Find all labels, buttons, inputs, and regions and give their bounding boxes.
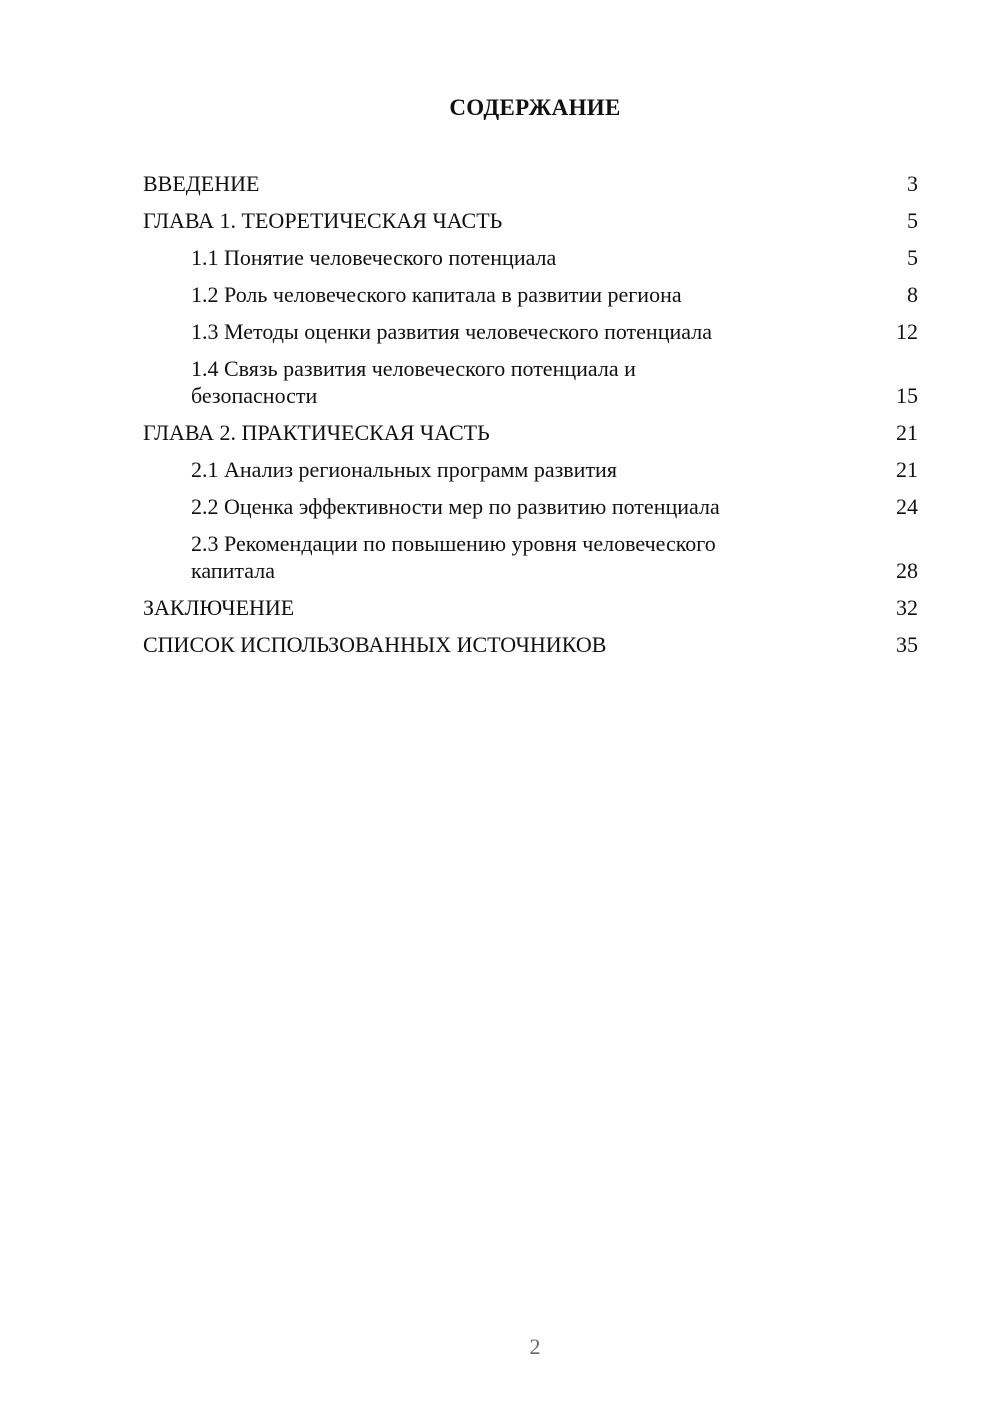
toc-entry-page: 5 [907,208,918,233]
toc-entry-section-2-1[interactable] [143,456,918,483]
toc-entry-section-1-1[interactable] [143,244,918,271]
toc-entry-chapter-1[interactable] [143,207,918,234]
toc-entry-label: 1.4 Связь развития человеческого потенциала и безопасности [191,356,636,408]
toc-entry-label: 2.3 Рекомендации по повышению уровня человеческого капитала [191,531,716,583]
toc-entry-label: ВВЕДЕНИЕ [143,171,260,196]
toc-entry-page: 35 [896,632,918,657]
toc-entry-page: 21 [896,457,918,482]
toc-entry-section-1-3[interactable] [143,318,918,345]
toc-entry-section-2-3[interactable] [143,530,918,584]
toc-entry-page: 5 [907,245,918,270]
toc-entry-introduction[interactable] [143,170,918,197]
toc-entry-label: 2.1 Анализ региональных программ развития [191,457,617,482]
toc-entry-label: ЗАКЛЮЧЕНИЕ [143,595,295,620]
toc-entry-label: 1.2 Роль человеческого капитала в развитии региона [191,282,682,307]
toc-entry-page: 15 [896,383,918,408]
toc-entry-page: 24 [896,494,918,519]
toc-entry-section-1-4[interactable] [143,355,918,409]
table-of-contents [143,170,918,668]
toc-entry-page: 3 [907,171,918,196]
toc-entry-label: 2.2 Оценка эффективности мер по развитию потенциала [191,494,720,519]
page-title: СОДЕРЖАНИЕ [449,95,621,120]
page-number: 2 [529,1334,541,1359]
toc-entry-page: 21 [896,420,918,445]
toc-entry-section-2-2[interactable] [143,493,918,520]
toc-entry-label: ГЛАВА 1. ТЕОРЕТИЧЕСКАЯ ЧАСТЬ [143,208,503,233]
toc-entry-conclusion[interactable] [143,594,918,621]
toc-entry-section-1-2[interactable] [143,281,918,308]
toc-entry-label: 1.3 Методы оценки развития человеческого потенциала [191,319,712,344]
toc-entry-label: 1.1 Понятие человеческого потенциала [191,245,557,270]
toc-entry-page: 12 [896,319,918,344]
toc-entry-page: 8 [907,282,918,307]
toc-entry-label: ГЛАВА 2. ПРАКТИЧЕСКАЯ ЧАСТЬ [143,420,490,445]
toc-entry-chapter-2[interactable] [143,419,918,446]
toc-entry-references[interactable] [143,631,918,658]
toc-entry-page: 28 [896,558,918,583]
toc-entry-page: 32 [896,595,918,620]
toc-entry-label: СПИСОК ИСПОЛЬЗОВАННЫХ ИСТОЧНИКОВ [143,632,607,657]
